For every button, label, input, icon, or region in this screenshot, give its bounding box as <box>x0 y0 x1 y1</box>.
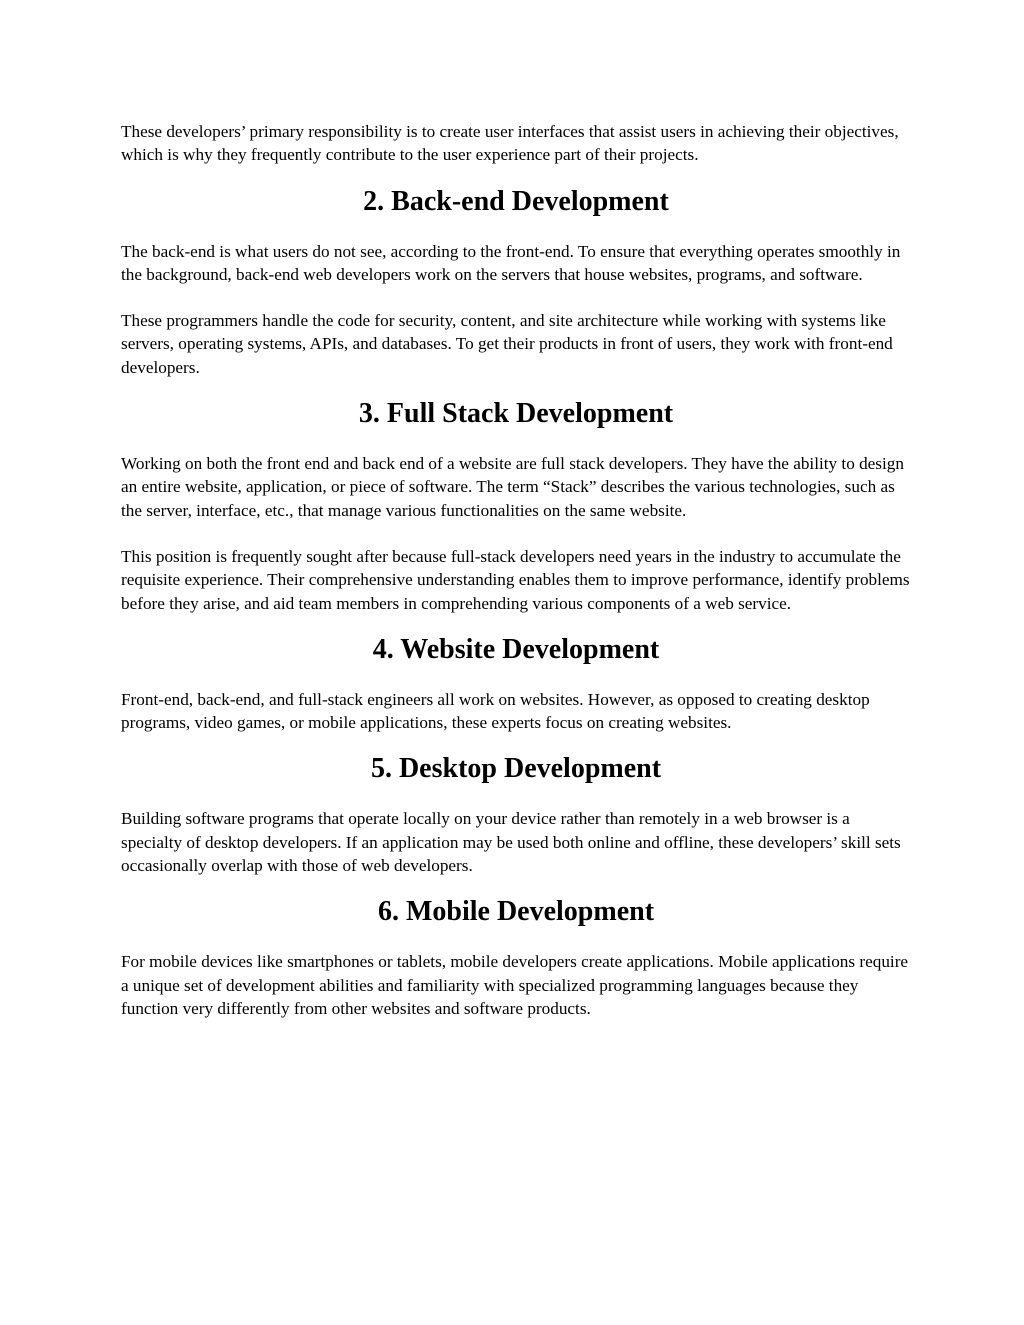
section-heading: 5. Desktop Development <box>370 753 662 785</box>
section-heading: 4. Website Development <box>372 633 660 665</box>
section-back-end <box>121 182 911 222</box>
section-heading: 3. Full Stack Development <box>358 398 674 430</box>
section-paragraph: Building software programs that operate locally on your device rather than remotely in a web browser is a specialty of desktop developers. If an application may be used both online and offline, these developers’ skill sets occasionally overlap with those of web developers. <box>121 809 901 876</box>
section-website <box>121 630 911 670</box>
section-paragraph: This position is frequently sought after because full-stack developers need years in the industry to accumulate the requisite experience. Their comprehensive understanding enables them to improve performance, identify problems before they arise, and aid team members in comprehending various components of a web service. <box>121 546 910 613</box>
section-desktop <box>121 749 911 789</box>
section-paragraph: The back-end is what users do not see, according to the front-end. To ensure that everything operates smoothly in the background, back-end web developers work on the servers that house websites, programs, and software. <box>121 241 901 284</box>
document-page <box>121 120 911 1020</box>
section-heading: 2. Back-end Development <box>363 185 669 217</box>
intro-paragraph: These developers’ primary responsibility is to create user interfaces that assist users in achieving their objectives, which is why they frequently contribute to the user experience part of their projects. <box>121 122 899 165</box>
section-paragraph: Working on both the front end and back end of a website are full stack developers. They have the ability to design an entire website, application, or piece of software. The term “Stack” describes the various technologies, such as the server, interface, etc., that manage various functionalities on the same website. <box>121 454 904 520</box>
section-full-stack <box>121 394 911 434</box>
section-mobile <box>121 892 911 932</box>
section-heading: 6. Mobile Development <box>377 896 655 928</box>
section-paragraph: These programmers handle the code for security, content, and site architecture while working with systems like servers, operating systems, APIs, and databases. To get their products in front of users, they work with front-end developers. <box>121 311 893 377</box>
section-paragraph: For mobile devices like smartphones or tablets, mobile developers create applications. Mobile applications require a unique set of development abilities and familiarity with specialized programming languages because they function very differently from other websites and software products. <box>121 952 909 1018</box>
section-paragraph: Front-end, back-end, and full-stack engineers all work on websites. However, as opposed to creating desktop programs, video games, or mobile applications, these experts focus on creating websites. <box>121 689 870 733</box>
